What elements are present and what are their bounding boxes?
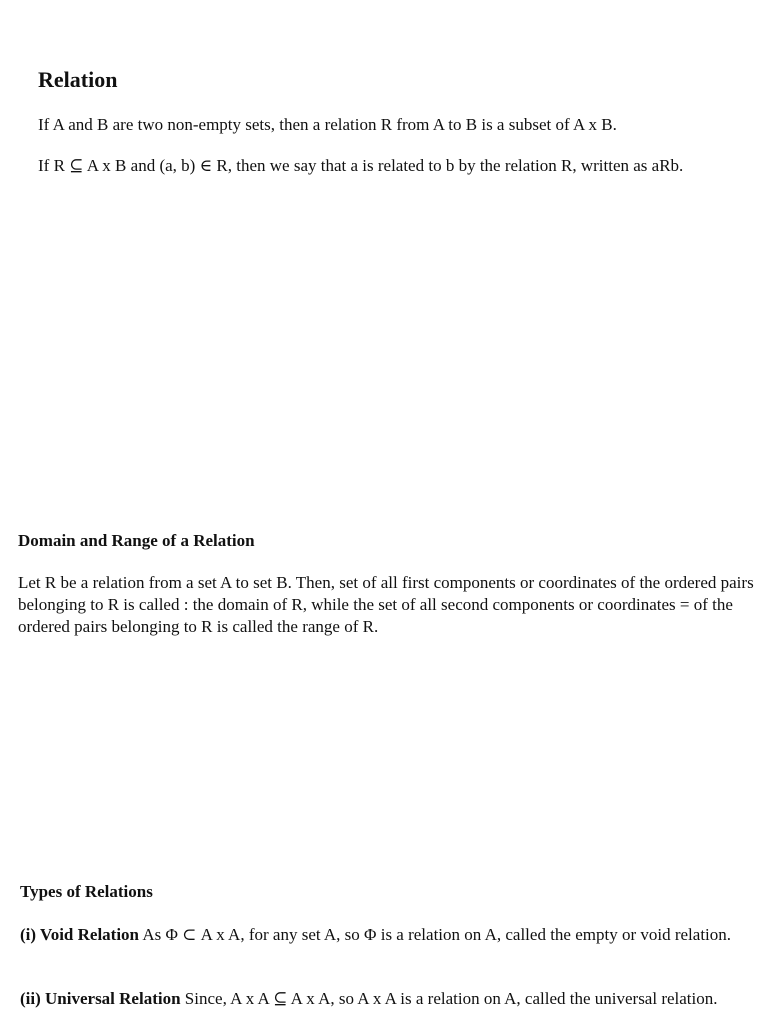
void-relation-label: (i) Void Relation xyxy=(20,925,140,944)
types-heading: Types of Relations xyxy=(20,882,153,901)
universal-relation-paragraph xyxy=(20,988,755,1010)
domain-range-heading: Domain and Range of a Relation xyxy=(18,531,255,550)
universal-relation-label: (ii) Universal Relation xyxy=(20,989,181,1008)
relation-heading: Relation xyxy=(38,67,118,92)
universal-relation-text: Since, A x A ⊆ A x A, so A x A is a relation on A, called the universal relation. xyxy=(180,989,718,1008)
void-relation-paragraph xyxy=(20,924,740,946)
relation-definition: If A and B are two non-empty sets, then a relation R from A to B is a subset of A x B. xyxy=(38,115,617,134)
relation-notation: If R ⊆ A x B and (a, b) ∈ R, then we say that a is related to b by the relation R, written as aRb. xyxy=(38,156,684,175)
void-relation-text: As Φ ⊂ A x A, for any set A, so Φ is a relation on A, called the empty or void relation. xyxy=(139,925,732,944)
domain-range-paragraph: Let R be a relation from a set A to set B. Then, set of all first components or coordinates of the ordered pairs belonging to R is called : the domain of R, while the set of all second components or coordinates = of the ordered pairs belonging to R is called the range of R. xyxy=(18,573,754,636)
